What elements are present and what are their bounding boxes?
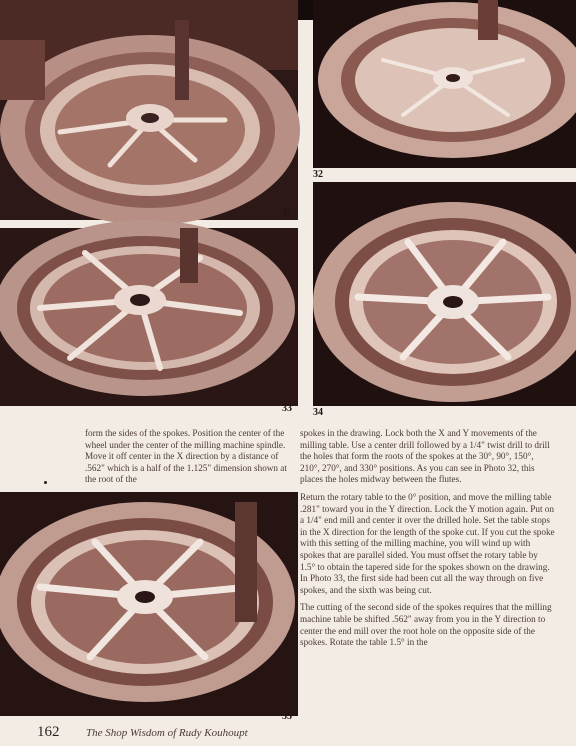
left-column-text <box>85 428 290 492</box>
margin-mark <box>44 481 47 484</box>
photo-31-image <box>0 0 298 220</box>
photo-33-number: 33 <box>282 403 292 414</box>
photo-32-image <box>313 0 576 168</box>
photo-33 <box>0 228 298 414</box>
photo-32-number: 32 <box>313 169 323 180</box>
photo-gutter-dark <box>298 0 313 20</box>
photo-31-number: 31 <box>282 209 292 220</box>
photo-35-number: 35 <box>282 711 292 722</box>
photo-32 <box>313 0 576 180</box>
photo-34-image <box>313 182 576 406</box>
right-paragraph-2: Return the rotary table to the 0° position, and move the milling table .281" toward you in the Y direction. Lock the Y motion again. Put on a 1/4" end mill and center it over the drilled hole. Set the table stops in the X direction for the length of the spoke cut. If you cut the spoke with this setting of the milling machine, you will wind up with spokes that are parallel sided. You must offset the rotary table by 1.5° to obtain the tapered side for the spokes shown on the drawing. In Photo 33, the first side had been cut all the way through on five spokes, and the sixth was being cut. <box>300 491 555 595</box>
right-paragraph-3: The cutting of the second side of the spokes requires that the milling machine table be shifted .562" away from you in the Y direction to center the end mill over the root hole on the opposite side of the spokes. Rotate the table 1.5° in the <box>300 602 552 648</box>
left-paragraph-1: form the sides of the spokes. Position the center of the wheel under the center of the milling machine spindle. Move it off center in the X direction by a distance of .562" which is a half of the 1.125" dimension shown at the root of the <box>85 428 287 485</box>
photo-31 <box>0 0 298 220</box>
page-number: 162 <box>37 724 60 740</box>
right-paragraph-1: spokes in the drawing. Lock both the X and Y movements of the milling table. Use a center drill followed by a 1/4" twist drill to drill the holes that form the roots of the spokes at the 30°, 90°, 150°, 210°, 270°, and 330° positions. As you can see in Photo 32, this places the holes midway between the flutes. <box>300 428 550 485</box>
photo-35-image <box>0 492 298 716</box>
right-column-text <box>300 428 555 655</box>
photo-33-image <box>0 228 298 406</box>
book-title: The Shop Wisdom of Rudy Kouhoupt <box>86 727 248 739</box>
photo-34 <box>313 182 576 418</box>
photo-34-number: 34 <box>313 407 323 418</box>
photo-35 <box>0 492 298 722</box>
